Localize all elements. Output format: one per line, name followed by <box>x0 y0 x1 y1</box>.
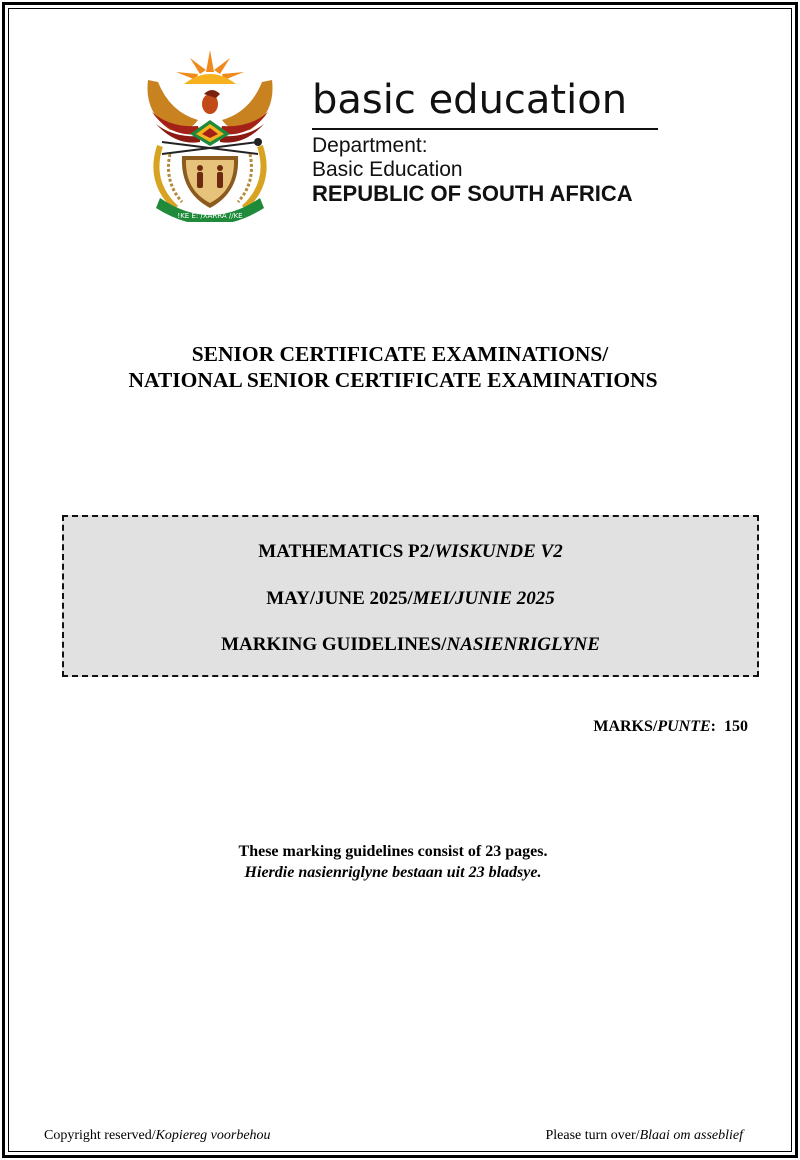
marks-label-afrikaans: PUNTE <box>657 718 711 735</box>
marks-label-english: MARKS/ <box>593 718 658 735</box>
exam-heading-line2: NATIONAL SENIOR CERTIFICATE EXAMINATIONS <box>128 368 658 392</box>
footer-copyright <box>44 1127 271 1145</box>
page-count-notice <box>0 841 786 883</box>
brand-title: basic education <box>312 77 628 123</box>
session-afrikaans: MEI/JUNIE 2025 <box>412 588 555 609</box>
brand-divider <box>312 128 658 130</box>
department-label: Department: <box>312 134 428 157</box>
turn-over-english: Please turn over/ <box>545 1128 640 1143</box>
subject-title <box>64 541 757 563</box>
document-title-box <box>62 515 759 677</box>
doc-type-english: MARKING GUIDELINES/ <box>221 634 447 655</box>
svg-text:!KE E: /XARRA //KE: !KE E: /XARRA //KE <box>177 212 243 220</box>
marks-separator: : <box>710 718 716 735</box>
page-count-afrikaans: Hierdie nasienriglyne bestaan uit 23 bladsye. <box>244 864 542 881</box>
session-english: MAY/JUNE 2025/ <box>266 588 413 609</box>
department-logo <box>140 42 670 222</box>
country-name: REPUBLIC OF SOUTH AFRICA <box>312 181 633 206</box>
footer-turn-over <box>545 1127 743 1145</box>
brand-text <box>312 76 660 206</box>
exam-heading-line1: SENIOR CERTIFICATE EXAMINATIONS/ <box>191 342 609 366</box>
copyright-english: Copyright reserved/ <box>44 1128 156 1143</box>
subject-english: MATHEMATICS P2/ <box>258 541 435 562</box>
coat-of-arms-icon <box>140 42 280 222</box>
total-marks <box>593 717 748 737</box>
turn-over-afrikaans: Blaai om asseblief <box>639 1128 743 1143</box>
document-type <box>64 634 757 656</box>
marks-value: 150 <box>724 718 748 735</box>
department-name: Basic Education <box>312 158 463 181</box>
copyright-afrikaans: Kopiereg voorbehou <box>155 1128 271 1143</box>
exam-session <box>64 588 757 610</box>
doc-type-afrikaans: NASIENRIGLYNE <box>446 634 600 655</box>
page-count-english: These marking guidelines consist of 23 pages. <box>238 843 548 860</box>
subject-afrikaans: WISKUNDE V2 <box>434 541 563 562</box>
